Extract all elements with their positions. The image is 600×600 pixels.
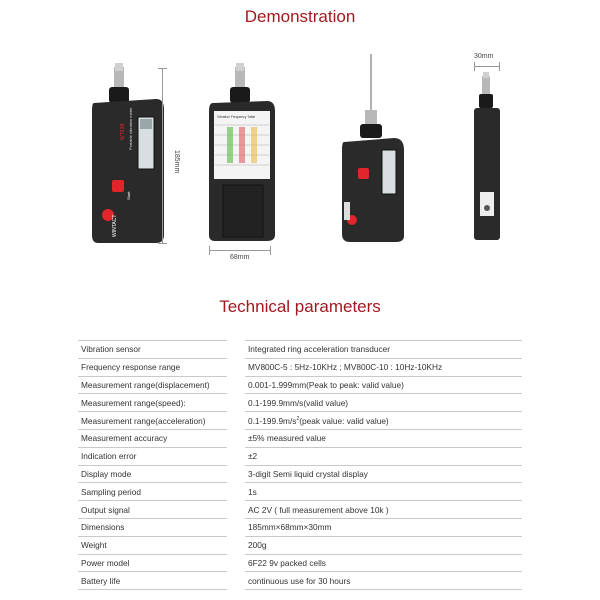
- spec-value: AC 2V ( full measurement above 10k ): [245, 501, 522, 519]
- spec-gap: [227, 536, 245, 554]
- spec-row: [78, 394, 522, 412]
- spec-row: [78, 465, 522, 483]
- spec-value-superscript: 2: [296, 415, 300, 422]
- spec-value-main: 0.1-199.9m/s: [248, 415, 297, 426]
- device-back-view: [205, 55, 285, 245]
- spec-value: 1s: [245, 483, 522, 501]
- device-angled-view: [338, 50, 408, 250]
- spec-value: 200g: [245, 536, 522, 554]
- height-dimension-line: [162, 68, 163, 244]
- spec-gap: [227, 465, 245, 483]
- depth-dimension-line: [474, 66, 500, 67]
- spec-row: [78, 554, 522, 572]
- spec-gap: [227, 412, 245, 430]
- spec-value: 6F22 9v packed cells: [245, 554, 522, 572]
- spec-label: Measurement accuracy: [78, 429, 227, 447]
- spec-value: 0.1-199.9mm/s(valid value): [245, 394, 522, 412]
- spec-gap: [227, 394, 245, 412]
- brand-logo-text: WINTACT: [112, 214, 118, 237]
- spec-row: [78, 358, 522, 376]
- height-dimension-label: 185mm: [173, 150, 180, 174]
- device-name-text: Portable vibration meter: [128, 107, 133, 150]
- spec-label: Measurement range(acceleration): [78, 412, 227, 430]
- spec-gap: [227, 518, 245, 536]
- spec-label: Measurement range(speed):: [78, 394, 227, 412]
- device-side-view: [468, 68, 508, 248]
- spec-gap: [227, 554, 245, 572]
- spec-row: [78, 412, 522, 430]
- width-dimension-tick-right: [270, 246, 271, 255]
- width-dimension-line: [209, 250, 271, 251]
- device-front-view: [88, 55, 178, 245]
- spec-gap: [227, 429, 245, 447]
- spec-value: 3-digit Semi liquid crystal display: [245, 465, 522, 483]
- spec-gap: [227, 341, 245, 359]
- device-model-text: WT63B: [120, 123, 126, 140]
- spec-label: Sampling period: [78, 483, 227, 501]
- spec-label: Indication error: [78, 447, 227, 465]
- back-label-title: Vibration Frequency Table: [217, 115, 256, 119]
- spec-row: [78, 572, 522, 590]
- spec-gap: [227, 358, 245, 376]
- spec-row: [78, 518, 522, 536]
- spec-gap: [227, 572, 245, 590]
- spec-gap: [227, 483, 245, 501]
- spec-row: [78, 376, 522, 394]
- spec-value: continuous use for 30 hours: [245, 572, 522, 590]
- technical-parameters-heading: Technical parameters: [219, 297, 381, 316]
- spec-label: Dimensions: [78, 518, 227, 536]
- width-dimension-tick-left: [209, 246, 210, 255]
- spec-value: MV800C-5 : 5Hz-10KHz ; MV800C-10 : 10Hz-10KHz: [245, 358, 522, 376]
- width-dimension-label: 68mm: [230, 254, 250, 261]
- spec-value-suffix: (peak value: valid value): [299, 415, 389, 426]
- spec-value: [245, 412, 522, 430]
- spec-value: 185mm×68mm×30mm: [245, 518, 522, 536]
- spec-row: [78, 536, 522, 554]
- spec-label: Battery life: [78, 572, 227, 590]
- spec-value: ±2: [245, 447, 522, 465]
- start-label-text: Start: [126, 191, 131, 200]
- spec-row: [78, 501, 522, 519]
- spec-label: Power model: [78, 554, 227, 572]
- spec-label: Frequency response range: [78, 358, 227, 376]
- spec-label: Display mode: [78, 465, 227, 483]
- height-dimension-tick-bottom: [158, 243, 167, 244]
- depth-dimension-label: 30mm: [474, 53, 494, 60]
- depth-dimension-tick-right: [499, 62, 500, 71]
- spec-row: [78, 483, 522, 501]
- spec-row: [78, 341, 522, 359]
- spec-gap: [227, 447, 245, 465]
- spec-label: Output signal: [78, 501, 227, 519]
- demonstration-heading: Demonstration: [244, 7, 356, 26]
- spec-row: [78, 447, 522, 465]
- depth-dimension-tick-left: [474, 62, 475, 71]
- spec-value: Integrated ring acceleration transducer: [245, 341, 522, 359]
- height-dimension-tick-top: [158, 68, 167, 69]
- spec-label: Measurement range(displacement): [78, 376, 227, 394]
- spec-gap: [227, 376, 245, 394]
- spec-value: 0.001-1.999mm(Peak to peak: valid value): [245, 376, 522, 394]
- spec-table: [78, 340, 522, 590]
- spec-row: [78, 429, 522, 447]
- spec-gap: [227, 501, 245, 519]
- spec-value: ±5% measured value: [245, 429, 522, 447]
- spec-label: Weight: [78, 536, 227, 554]
- spec-label: Vibration sensor: [78, 341, 227, 359]
